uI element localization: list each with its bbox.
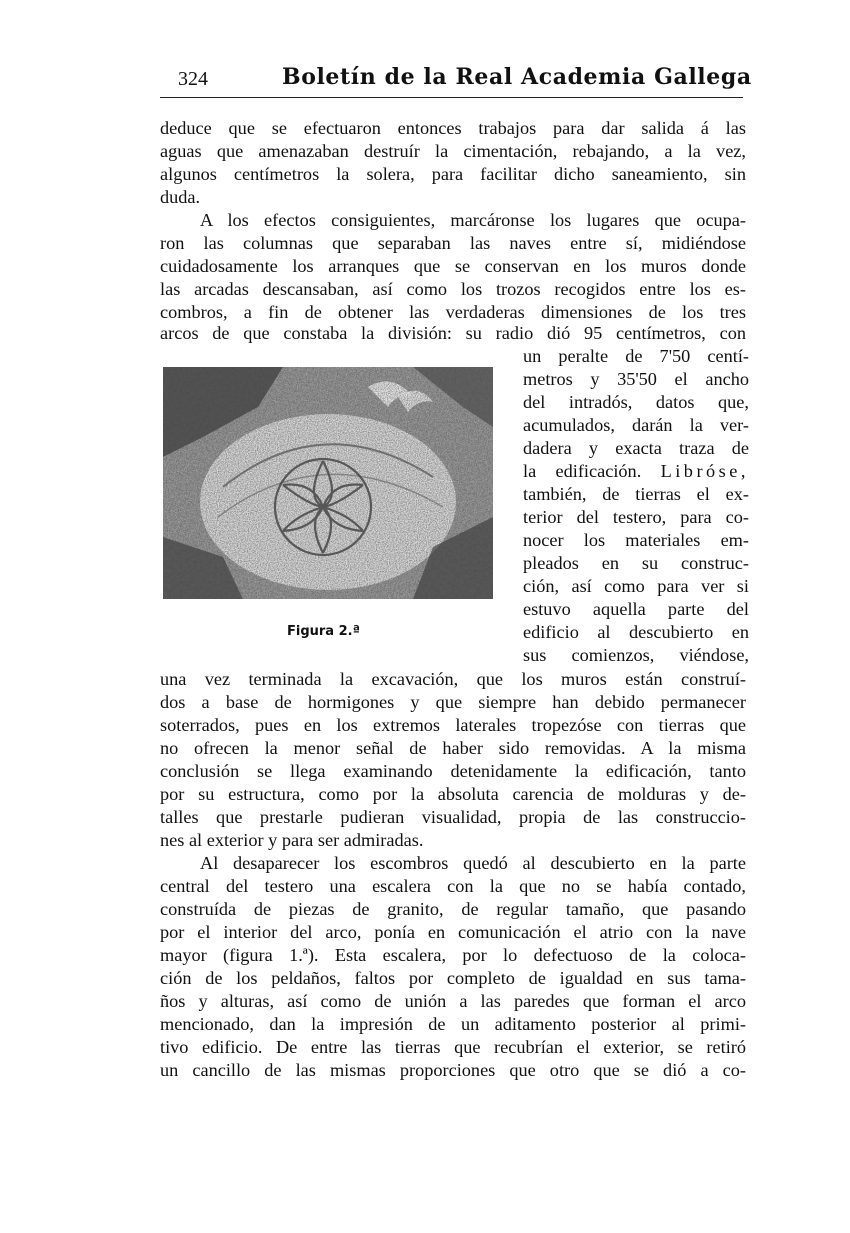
text-line: conclusión se llega examinando detenidamente la edificación, tanto [160,761,746,781]
text-line: estuvo aquella parte del [523,599,749,619]
text-line: ción, así como para ver si [523,576,749,596]
text-line: una vez terminada la excavación, que los muros están construí- [160,669,746,689]
page-number: 324 [178,68,208,90]
text-line: mayor (figura 1.ª). Esta escalera, por lo defectuoso de la coloca- [160,945,746,965]
text-line: duda. [160,187,201,207]
text-line: ción de los peldaños, faltos por completo de igualdad en sus tama- [160,968,746,988]
text-line: un cancillo de las mismas proporciones que otro que se dió a co- [160,1060,746,1080]
spaced-text: Libróse, [660,461,749,481]
text-line: dadera y exacta traza de [523,438,749,458]
header-rule [160,97,743,98]
text-line: deduce que se efectuaron entonces trabajos para dar salida á las [160,118,746,138]
text-line: metros y 35'50 el ancho [523,369,749,389]
text-line: soterrados, pues en los extremos laterales tropezóse con tierras que [160,715,746,735]
running-title: Boletín de la Real Academia Gallega [282,64,752,90]
text-line: del intradós, datos que, [523,392,749,412]
text-line: las arcadas descansaban, así como los trozos recogidos entre los es- [160,279,746,299]
text-line: aguas que amenazaban destruír la cimentación, rebajando, a la vez, [160,141,746,161]
text-line: terior del testero, para co- [523,507,749,527]
text-line: tivo edificio. De entre las tierras que recubrían el exterior, se retiró [160,1037,746,1057]
text-line: central del testero una escalera con la que no se había contado, [160,876,746,896]
text-line: ños y alturas, así como de unión a las paredes que forman el arco [160,991,746,1011]
text-line: construída de piezas de granito, de regular tamaño, que pasando [160,899,746,919]
text-line: arcos de que constaba la división: su radio dió 95 centímetros, con [160,323,746,343]
text-line: combros, a fin de obtener las verdaderas dimensiones de los tres [160,302,746,322]
text-line [523,460,749,482]
figure-caption: Figura 2.ª [287,624,360,639]
text-line: nes al exterior y para ser admiradas. [160,830,424,850]
text-span: la edificación. [523,461,642,481]
text-line: también, de tierras el ex- [523,484,749,504]
text-line: un peralte de 7'50 centí- [523,346,749,366]
text-line: algunos centímetros la solera, para facilitar dicho saneamiento, sin [160,164,746,184]
text-line: dos a base de hormigones y que siempre han debido permanecer [160,692,746,712]
stone-carving-illustration [163,367,493,599]
text-line: mencionado, dan la impresión de un aditamento posterior al primi- [160,1014,746,1034]
text-line: cuidadosamente los arranques que se conservan en los muros donde [160,256,746,276]
text-line: por el interior del arco, ponía en comunicación el atrio con la nave [160,922,746,942]
text-line: nocer los materiales em- [523,530,749,550]
text-line: acumulados, darán la ver- [523,415,749,435]
text-line: ron las columnas que separaban las naves entre sí, midiéndose [160,233,746,253]
text-line: talles que prestarle pudieran visualidad, propia de las construccio- [160,807,746,827]
text-line: por su estructura, como por la absoluta carencia de molduras y de- [160,784,746,804]
figure-photo [163,367,493,599]
text-line: sus comienzos, viéndose, [523,645,749,665]
text-line: no ofrecen la menor señal de haber sido removidas. A la misma [160,738,746,758]
text-line: pleados en su construc- [523,553,749,573]
text-line: A los efectos consiguientes, marcáronse los lugares que ocupa- [200,210,746,230]
text-line: Al desaparecer los escombros quedó al descubierto en la parte [200,853,746,873]
text-line: edificio al descubierto en [523,622,749,642]
